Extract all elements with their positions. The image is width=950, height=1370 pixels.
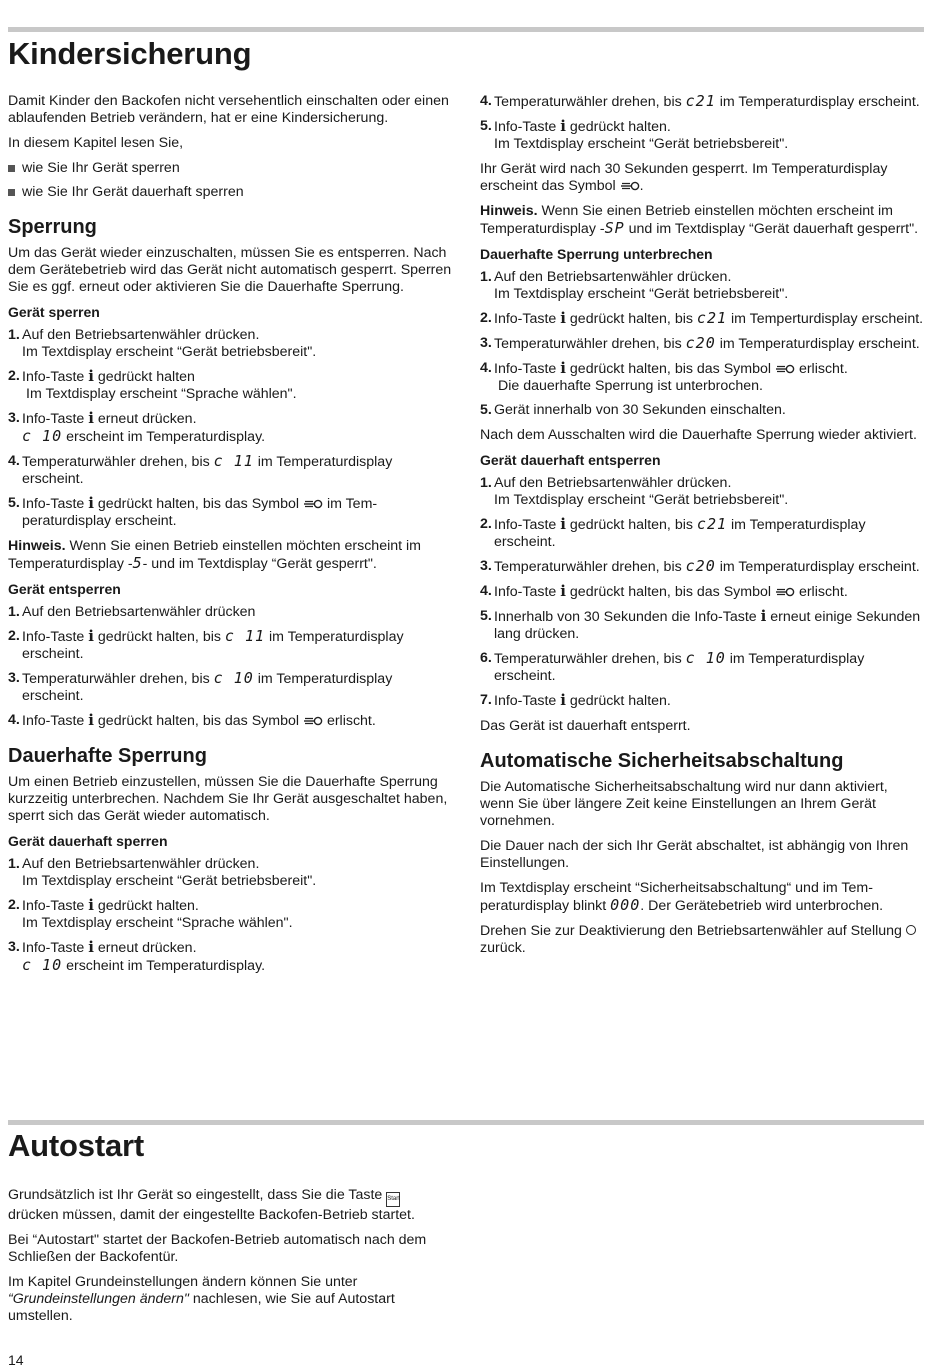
hinweis-sperrung: Hinweis. Wenn Sie einen Betrieb einstellen möchten erscheint im Temperaturdisplay -5- und im Textdisplay “Gerät gesperrt". xyxy=(8,538,421,572)
autostart-p2: Bei “Autostart" startet der Backofen-Betrieb automatisch nach dem Schließen der Backofentür. xyxy=(8,1232,427,1265)
list-item: 3. Info-Taste i erneut drücken. c 10 erscheint im Temperaturdisplay. xyxy=(8,409,266,445)
heading-dauerhaft-entsperren: Gerät dauerhaft entsperren xyxy=(480,452,661,468)
info-key-icon: i xyxy=(560,359,566,377)
list-item: 6. Temperaturwähler drehen, bis c 10 im Temperaturdisplay erscheint. xyxy=(480,649,865,684)
list-item: 1. Auf den Betriebsartenwähler drücken. Im Textdisplay erscheint “Gerät betriebsbereit". xyxy=(8,327,317,360)
info-key-icon: i xyxy=(560,309,566,327)
display-c21: c21 xyxy=(696,309,728,327)
display-c10: c 10 xyxy=(22,956,63,974)
list-item: 2. Info-Taste i gedrückt halten Im Textdisplay erscheint “Sprache wählen". xyxy=(8,367,297,402)
page-title-autostart: Autostart xyxy=(8,1128,144,1163)
list-item: 3. Info-Taste i erneut drücken. c 10 erscheint im Temperaturdisplay. xyxy=(8,938,266,974)
start-key-icon: Start xyxy=(386,1192,400,1207)
display-c10: c 10 xyxy=(685,649,726,667)
left-column xyxy=(8,93,453,983)
list-item: 3. Temperaturwähler drehen, bis c 10 im Temperaturdisplay erscheint. xyxy=(8,669,393,704)
list-item: 1. Auf den Betriebsartenwähler drücken. Im Textdisplay erscheint “Gerät betriebsbereit". xyxy=(8,856,317,889)
list-item: 2. Info-Taste i gedrückt halten. Im Textdisplay erscheint “Sprache wählen". xyxy=(8,896,293,931)
dauer-text: Um einen Betrieb einzustellen, müssen Sie die Dauerhafte Sperrung kurzzeitig unterbrechen. Nachdem Sie Ihr Gerät ausgeschaltet haben, sperrt sich das Gerät wieder automatisch. xyxy=(8,774,448,824)
key-lock-icon xyxy=(620,181,640,191)
steps-geraet-sperren xyxy=(8,327,453,530)
info-key-icon: i xyxy=(560,117,566,135)
display-c11: c 11 xyxy=(224,627,266,645)
heading-sperrung-unterbrechen: Dauerhafte Sperrung unterbrechen xyxy=(480,246,713,262)
autostart-section xyxy=(8,1187,453,1333)
info-key-icon: i xyxy=(88,711,94,729)
list-item: wie Sie Ihr Gerät sperren xyxy=(8,160,453,177)
info-key-icon: i xyxy=(88,367,94,385)
steps-dauerhaft-entsperren xyxy=(480,475,924,710)
info-key-icon: i xyxy=(560,691,566,709)
info-key-icon: i xyxy=(560,582,566,600)
list-item: 5. Info-Taste i gedrückt halten. Im Textdisplay erscheint “Gerät betriebsbereit". xyxy=(480,117,789,152)
info-key-icon: i xyxy=(88,896,94,914)
entsperren-after: Das Gerät ist dauerhaft entsperrt. xyxy=(480,718,691,734)
list-item: 2. Info-Taste i gedrückt halten, bis c 11 im Temperaturdisplay erscheint. xyxy=(8,627,404,662)
list-item: 5. Info-Taste i gedrückt halten, bis das Symbol im Temperaturdisplay erscheint. xyxy=(8,494,378,529)
key-lock-icon xyxy=(303,499,323,509)
heading-dauerhaft-sperren: Gerät dauerhaft sperren xyxy=(8,833,168,849)
list-item: 2. Info-Taste i gedrückt halten, bis c21 im Temperaturdisplay erscheint. xyxy=(480,515,866,550)
list-item: 4. Temperaturwähler drehen, bis c 11 im Temperaturdisplay erscheint. xyxy=(8,452,393,487)
display-c11: c 11 xyxy=(213,452,254,470)
hinweis-dauer: Hinweis. Wenn Sie einen Betrieb einstellen möchten erscheint im Temperaturdisplay -SP und im Textdisplay “Gerät dauerhaft gesperrt". xyxy=(480,203,919,237)
list-item: 7. Info-Taste i gedrückt halten. xyxy=(480,691,671,709)
display-000: 000 xyxy=(610,896,641,914)
list-item: 2. Info-Taste i gedrückt halten, bis c21 im Temperturdisplay erscheint. xyxy=(480,309,924,327)
list-item: wie Sie Ihr Gerät dauerhaft sperren xyxy=(8,184,453,201)
list-item: 4. Info-Taste i gedrückt halten, bis das Symbol erlischt. xyxy=(480,582,848,600)
chapter-intro: In diesem Kapitel lesen Sie, xyxy=(8,135,184,151)
page-number: 14 xyxy=(8,1352,24,1368)
auto-sicher-p4: Drehen Sie zur Deaktivierung den Betriebsartenwähler auf Stellung zurück. xyxy=(480,923,924,957)
steps-dauerhaft-sperren xyxy=(8,856,453,975)
display-c21: c21 xyxy=(696,515,728,533)
autostart-p3: Im Kapitel Grundeinstellungen ändern können Sie unter “Grundeinstellungen ändern" nachlesen, wie Sie auf Autostart umstellen. xyxy=(8,1274,395,1324)
list-item: 3. Temperaturwähler drehen, bis c20 im Temperaturdisplay erscheint. xyxy=(480,557,920,575)
info-key-icon: i xyxy=(88,627,94,645)
steps-dauerhaft-sperren-cont xyxy=(480,93,924,153)
list-item: 5. Innerhalb von 30 Sekunden die Info-Taste i erneut einige Sekunden lang drücken. xyxy=(480,607,921,642)
auto-sicher-p1: Die Automatische Sicherheitsabschaltung wird nur dann aktiviert, wenn Sie über längere Zeit keine Einstellungen an Ihrem Gerät vornehmen. xyxy=(480,779,888,829)
key-lock-icon xyxy=(775,364,795,374)
intro-paragraph: Damit Kinder den Backofen nicht versehentlich einschalten oder einen ablaufenden Betrieb verändern, hat er eine Kindersicherung. xyxy=(8,93,449,126)
info-key-icon: i xyxy=(560,515,566,533)
section-rule-autostart xyxy=(8,1120,924,1125)
section-rule-top xyxy=(8,27,924,32)
autostart-p1: Grundsätzlich ist Ihr Gerät so eingestellt, dass Sie die Taste Start drücken müssen, damit der eingestellte Backofen-Betrieb startet. xyxy=(8,1187,415,1223)
heading-geraet-sperren: Gerät sperren xyxy=(8,304,100,320)
list-item: 4. Temperaturwähler drehen, bis c21 im Temperaturdisplay erscheint. xyxy=(480,92,920,110)
list-item: 1. Auf den Betriebsartenwähler drücken. Im Textdisplay erscheint “Gerät betriebsbereit". xyxy=(480,269,789,302)
info-key-icon: i xyxy=(88,409,94,427)
off-position-circle-icon xyxy=(906,925,916,935)
auto-sicher-p2: Die Dauer nach der sich Ihr Gerät abschaltet, ist abhängig von Ihren Einstellungen. xyxy=(480,838,909,871)
key-lock-icon xyxy=(303,716,323,726)
heading-auto-sicherheitsabschaltung: Automatische Sicherheitsabschaltung xyxy=(480,750,844,772)
list-item: 1. Auf den Betriebsartenwähler drücken xyxy=(8,604,256,620)
display-c21: c21 xyxy=(685,92,716,110)
steps-geraet-entsperren xyxy=(8,604,453,730)
display-c20: c20 xyxy=(685,557,716,575)
info-key-icon: i xyxy=(88,494,94,512)
heading-geraet-entsperren: Gerät entsperren xyxy=(8,581,121,597)
steps-unterbrechen xyxy=(480,269,924,419)
auto-sicher-p3: Im Textdisplay erscheint “Sicherheitsabschaltung“ und im Temperaturdisplay blinkt 000. Der Gerätebetrieb wird unterbrochen. xyxy=(480,880,884,914)
dauer-after: Ihr Gerät wird nach 30 Sekunden gesperrt. Im Temperaturdisplay erscheint das Symbol . xyxy=(480,161,888,194)
list-item: 4. Info-Taste i gedrückt halten, bis das Symbol erlischt. xyxy=(8,711,376,729)
heading-dauerhafte-sperrung: Dauerhafte Sperrung xyxy=(8,745,207,767)
right-column xyxy=(480,93,924,965)
unterbrechen-after: Nach dem Ausschalten wird die Dauerhafte Sperrung wieder aktiviert. xyxy=(480,427,917,443)
key-lock-icon xyxy=(775,587,795,597)
heading-sperrung: Sperrung xyxy=(8,216,97,238)
display-c20: c20 xyxy=(685,334,716,352)
display-c10: c 10 xyxy=(22,427,63,445)
info-key-icon: i xyxy=(88,938,94,956)
info-key-icon: i xyxy=(760,607,767,625)
list-item: 1. Auf den Betriebsartenwähler drücken. Im Textdisplay erscheint “Gerät betriebsbereit". xyxy=(480,475,789,508)
list-item: 3. Temperaturwähler drehen, bis c20 im Temperaturdisplay erscheint. xyxy=(480,334,920,352)
display-c10: c 10 xyxy=(213,669,254,687)
sperrung-text: Um das Gerät wieder einzuschalten, müssen Sie es entsperren. Nach dem Gerätebetrieb wird das Gerät nicht automatisch gesperrt. Sperren Sie es ggf. erneut oder aktivieren Sie die Dauerhafte Sperrung. xyxy=(8,245,452,295)
page-title-kindersicherung: Kindersicherung xyxy=(8,36,252,71)
list-item: 4. Info-Taste i gedrückt halten, bis das Symbol erlischt. Die dauerhafte Sperrung ist unterbrochen. xyxy=(480,359,848,394)
list-item: 5. Gerät innerhalb von 30 Sekunden einschalten. xyxy=(480,402,786,418)
chapter-bullets xyxy=(8,160,453,201)
